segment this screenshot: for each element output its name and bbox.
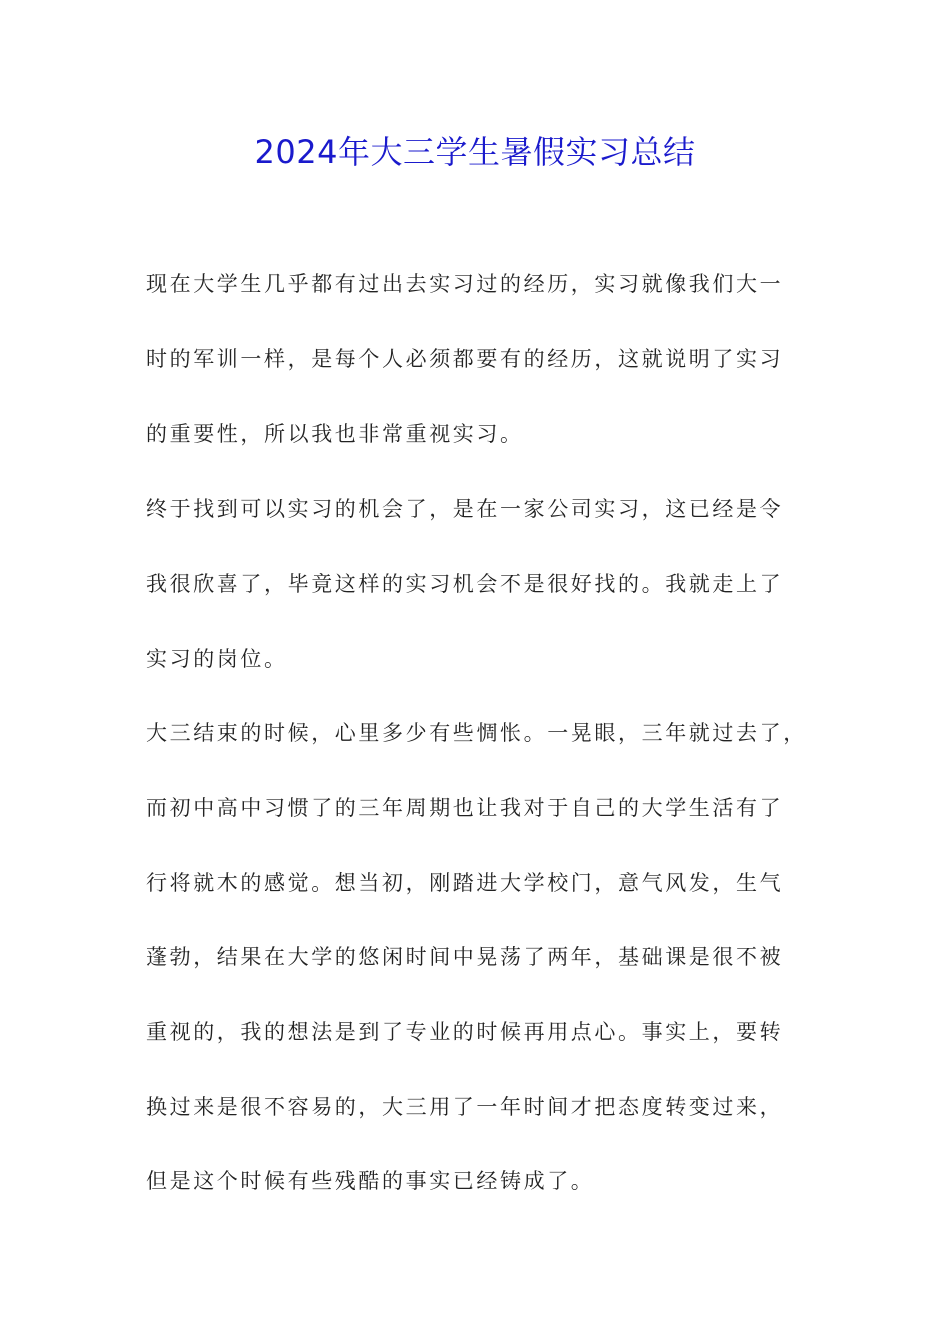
paragraph-line: 蓬勃，结果在大学的悠闲时间中晃荡了两年，基础课是很不被 (146, 945, 784, 969)
paragraph-line: 时的军训一样，是每个人必须都要有的经历，这就说明了实习 (146, 347, 784, 371)
paragraph-line: 行将就木的感觉。想当初，刚踏进大学校门，意气风发，生气 (146, 871, 784, 895)
paragraph-line: 大三结束的时候，心里多少有些惆怅。一晃眼，三年就过去了， (146, 721, 807, 745)
paragraph-line: 重视的，我的想法是到了专业的时候再用点心。事实上，要转 (146, 1020, 784, 1044)
document-title: 2024年大三学生暑假实习总结 (254, 133, 696, 171)
paragraph-line: 现在大学生几乎都有过出去实习过的经历，实习就像我们大一 (146, 272, 784, 296)
paragraph-line: 的重要性，所以我也非常重视实习。 (146, 422, 524, 446)
paragraph-line: 实习的岗位。 (146, 647, 288, 671)
paragraph-line: 我很欣喜了，毕竟这样的实习机会不是很好找的。我就走上了 (146, 572, 784, 596)
paragraph-line: 而初中高中习惯了的三年周期也让我对于自己的大学生活有了 (146, 796, 784, 820)
paragraph-line: 终于找到可以实习的机会了，是在一家公司实习，这已经是令 (146, 497, 784, 521)
paragraph-line: 但是这个时候有些残酷的事实已经铸成了。 (146, 1169, 595, 1193)
paragraph-line: 换过来是很不容易的，大三用了一年时间才把态度转变过来， (146, 1095, 784, 1119)
